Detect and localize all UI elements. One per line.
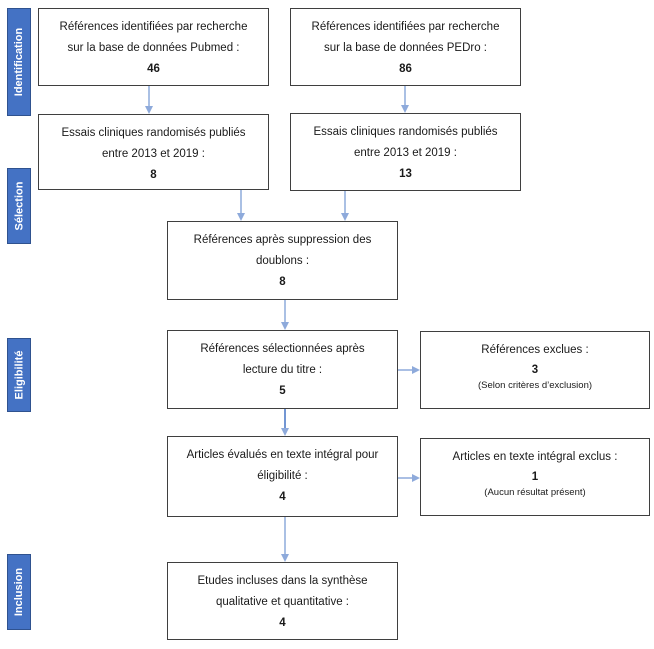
excluded-note: (Selon critères d’exclusion): [477, 380, 593, 391]
dedup-line1: Références après suppression des: [193, 234, 372, 246]
box-fulltext-assessed: [167, 436, 398, 517]
title-screen-value: 5: [279, 385, 286, 397]
phase-inclusion-label: Inclusion: [13, 567, 25, 617]
pubmed-value: 46: [147, 63, 160, 75]
dedup-line2: doublons :: [255, 255, 310, 267]
included-line1: Etudes incluses dans la synthèse: [197, 575, 368, 587]
phase-identification-label: Identification: [13, 27, 26, 97]
title-screen-line1: Références sélectionnées après: [200, 343, 365, 355]
rct-pubmed-line1: Essais cliniques randomisés publiés: [61, 127, 246, 139]
pubmed-line2: sur la base de données Pubmed :: [67, 42, 240, 54]
fulltext-excluded-value: 1: [531, 471, 539, 483]
rct-pedro-line1: Essais cliniques randomisés publiés: [313, 126, 498, 138]
pedro-line1: Références identifiées par recherche: [311, 21, 500, 33]
fulltext-line2: éligibilité :: [257, 470, 308, 482]
box-rct-pubmed: [38, 114, 269, 190]
pedro-line2: sur la base de données PEDro :: [323, 42, 488, 54]
box-included-studies: [167, 562, 398, 640]
fulltext-value: 4: [279, 491, 286, 503]
title-screen-line2: lecture du titre :: [242, 364, 323, 376]
excluded-value: 3: [531, 364, 539, 376]
pubmed-line1: Références identifiées par recherche: [59, 21, 248, 33]
phase-eligibility-label: Eligibilité: [13, 350, 25, 400]
included-value: 4: [279, 617, 286, 629]
box-pubmed-records: [38, 8, 269, 86]
box-rct-pedro: [290, 113, 521, 191]
box-fulltext-excluded: [420, 438, 650, 516]
phase-selection-label: Sélection: [13, 181, 25, 231]
excluded-line1: Références exclues :: [481, 344, 589, 356]
fulltext-line1: Articles évalués en texte intégral pour: [186, 449, 379, 461]
box-pedro-records: [290, 8, 521, 86]
rct-pubmed-line2: entre 2013 et 2019 :: [102, 148, 205, 160]
rct-pubmed-value: 8: [150, 169, 157, 181]
dedup-value: 8: [279, 276, 286, 288]
fulltext-excluded-line1: Articles en texte intégral exclus :: [452, 451, 618, 463]
box-excluded-records: [420, 331, 650, 409]
rct-pedro-value: 13: [399, 168, 412, 180]
box-title-screening: [167, 330, 398, 409]
pedro-value: 86: [399, 63, 412, 75]
included-line2: qualitative et quantitative :: [216, 596, 349, 608]
rct-pedro-line2: entre 2013 et 2019 :: [354, 147, 457, 159]
box-deduplicated: [167, 221, 398, 300]
fulltext-excluded-note: (Aucun résultat présent): [484, 487, 586, 498]
